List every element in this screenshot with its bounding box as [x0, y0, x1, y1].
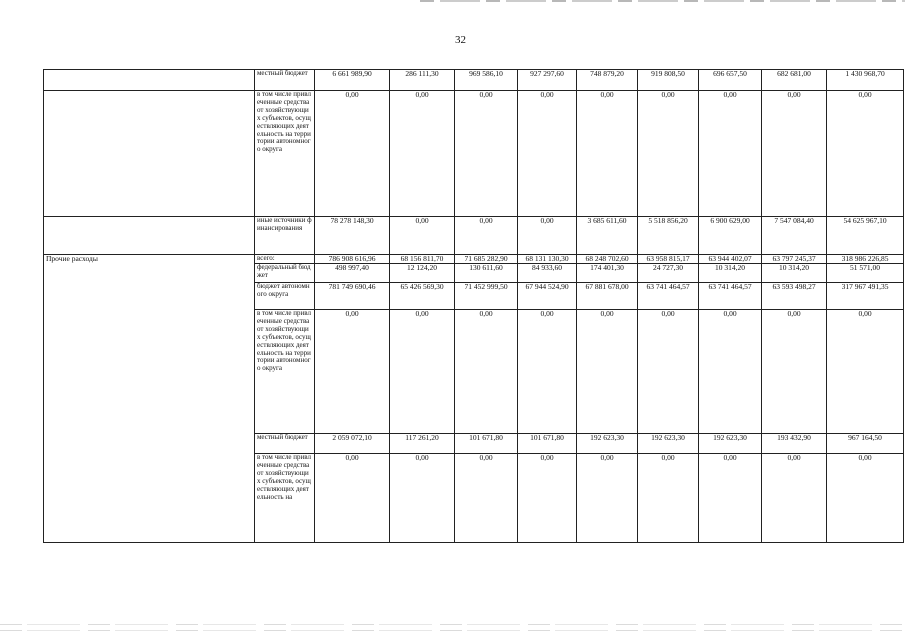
- value-cell: 786 908 616,96: [315, 255, 390, 264]
- value-cell: 0,00: [762, 310, 827, 434]
- value-cell: 71 685 282,90: [455, 255, 518, 264]
- section-cell-empty: [44, 217, 255, 255]
- value-cell: 6 661 989,90: [315, 70, 390, 91]
- value-cell: 0,00: [455, 91, 518, 217]
- value-cell: 0,00: [699, 91, 762, 217]
- value-cell: 51 571,00: [827, 264, 904, 283]
- value-cell: 63 958 815,17: [638, 255, 699, 264]
- value-cell: 969 586,10: [455, 70, 518, 91]
- value-cell: 0,00: [518, 454, 577, 543]
- value-cell: 101 671,80: [455, 434, 518, 454]
- value-cell: 0,00: [315, 454, 390, 543]
- value-cell: 2 059 072,10: [315, 434, 390, 454]
- value-cell: 0,00: [699, 454, 762, 543]
- value-cell: 68 131 130,30: [518, 255, 577, 264]
- value-cell: 0,00: [390, 217, 455, 255]
- section-cell-empty: [44, 91, 255, 217]
- value-cell: 12 124,20: [390, 264, 455, 283]
- value-cell: 54 625 967,10: [827, 217, 904, 255]
- value-cell: 63 593 498,27: [762, 283, 827, 310]
- value-cell: 0,00: [638, 454, 699, 543]
- value-cell: 696 657,50: [699, 70, 762, 91]
- value-cell: 63 741 464,57: [638, 283, 699, 310]
- value-cell: 24 727,30: [638, 264, 699, 283]
- value-cell: 0,00: [455, 217, 518, 255]
- value-cell: 193 432,90: [762, 434, 827, 454]
- value-cell: 5 518 856,20: [638, 217, 699, 255]
- value-cell: 0,00: [638, 310, 699, 434]
- value-cell: 682 681,00: [762, 70, 827, 91]
- value-cell: 68 156 811,70: [390, 255, 455, 264]
- value-cell: 0,00: [315, 310, 390, 434]
- value-cell: 192 623,30: [577, 434, 638, 454]
- value-cell: 286 111,30: [390, 70, 455, 91]
- value-cell: 78 278 148,30: [315, 217, 390, 255]
- value-cell: 192 623,30: [699, 434, 762, 454]
- value-cell: 63 797 245,37: [762, 255, 827, 264]
- value-cell: 67 881 678,00: [577, 283, 638, 310]
- table-row: [44, 217, 904, 255]
- value-cell: 7 547 084,40: [762, 217, 827, 255]
- value-cell: 63 944 402,07: [699, 255, 762, 264]
- value-cell: 0,00: [827, 310, 904, 434]
- value-cell: 117 261,20: [390, 434, 455, 454]
- value-cell: 0,00: [315, 91, 390, 217]
- value-cell: 0,00: [518, 217, 577, 255]
- value-cell: 781 749 690,46: [315, 283, 390, 310]
- value-cell: 3 685 611,60: [577, 217, 638, 255]
- row-label: в том числе привлеченные средства от хозяйствующих субъектов, осуществляющих деятельность на: [255, 454, 315, 543]
- value-cell: 317 967 491,35: [827, 283, 904, 310]
- section-title: Прочие расходы: [44, 255, 255, 543]
- value-cell: 967 164,50: [827, 434, 904, 454]
- row-label: бюджет автономного округа: [255, 283, 315, 310]
- value-cell: 0,00: [638, 91, 699, 217]
- value-cell: 65 426 569,30: [390, 283, 455, 310]
- section-cell-empty: [44, 70, 255, 91]
- value-cell: 67 944 524,90: [518, 283, 577, 310]
- value-cell: 68 248 702,60: [577, 255, 638, 264]
- value-cell: 0,00: [455, 454, 518, 543]
- value-cell: 0,00: [699, 310, 762, 434]
- value-cell: 0,00: [762, 91, 827, 217]
- value-cell: 498 997,40: [315, 264, 390, 283]
- row-label: в том числе привлеченные средства от хозяйствующих субъектов, осуществляющих деятельность на территории автономного округа: [255, 310, 315, 434]
- value-cell: 63 741 464,57: [699, 283, 762, 310]
- value-cell: 101 671,80: [518, 434, 577, 454]
- value-cell: 927 297,60: [518, 70, 577, 91]
- value-cell: 130 611,60: [455, 264, 518, 283]
- value-cell: 748 879,20: [577, 70, 638, 91]
- row-label: всего:: [255, 255, 315, 264]
- value-cell: 318 986 226,85: [827, 255, 904, 264]
- value-cell: 0,00: [518, 310, 577, 434]
- value-cell: 84 933,60: [518, 264, 577, 283]
- value-cell: 10 314,20: [699, 264, 762, 283]
- row-label: местный бюджет: [255, 70, 315, 91]
- value-cell: 0,00: [827, 91, 904, 217]
- value-cell: 0,00: [455, 310, 518, 434]
- table-row: [44, 91, 904, 217]
- value-cell: 0,00: [390, 310, 455, 434]
- row-label: в том числе привлеченные средства от хозяйствующих субъектов, осуществляющих деятельность на территории автономного округа: [255, 91, 315, 217]
- value-cell: 174 401,30: [577, 264, 638, 283]
- value-cell: 919 808,50: [638, 70, 699, 91]
- value-cell: 1 430 968,70: [827, 70, 904, 91]
- value-cell: 0,00: [762, 454, 827, 543]
- value-cell: 0,00: [577, 310, 638, 434]
- table-row: [44, 255, 904, 264]
- row-label: федеральный бюджет: [255, 264, 315, 283]
- value-cell: 6 900 629,00: [699, 217, 762, 255]
- row-label: иные источники финансирования: [255, 217, 315, 255]
- budget-table: [43, 69, 904, 543]
- scan-artifact-top: [420, 0, 905, 2]
- value-cell: 192 623,30: [638, 434, 699, 454]
- value-cell: 0,00: [390, 454, 455, 543]
- row-label: местный бюджет: [255, 434, 315, 454]
- value-cell: 0,00: [577, 91, 638, 217]
- page-number: 32: [455, 34, 466, 46]
- table-row: [44, 70, 904, 91]
- value-cell: 10 314,20: [762, 264, 827, 283]
- value-cell: 71 452 999,50: [455, 283, 518, 310]
- scan-artifact-bottom: [0, 624, 905, 638]
- value-cell: 0,00: [518, 91, 577, 217]
- value-cell: 0,00: [827, 454, 904, 543]
- value-cell: 0,00: [577, 454, 638, 543]
- value-cell: 0,00: [390, 91, 455, 217]
